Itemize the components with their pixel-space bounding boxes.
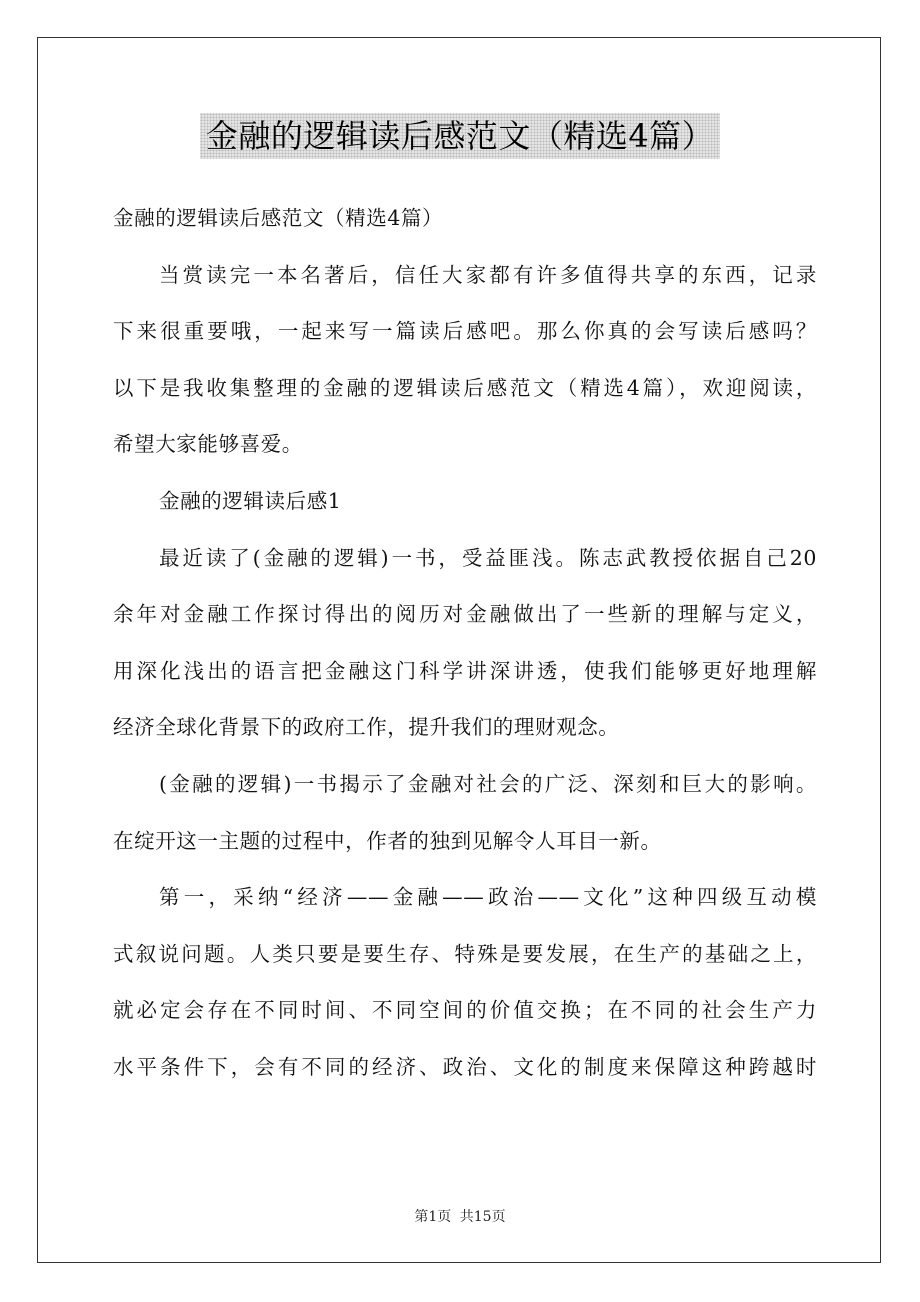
paragraph-line: 式叙说问题。人类只要是要生存、特殊是要发展，在生产的基础之上， (113, 941, 817, 966)
paragraph-line: (金融的逻辑)一书揭示了金融对社会的广泛、深刻和巨大的影响。 (159, 771, 817, 796)
subtitle-line: 金融的逻辑读后感范文（精选4篇） (113, 206, 444, 230)
paragraph-line: 就必定会存在不同时间、不同空间的价值交换；在不同的社会生产力 (113, 998, 817, 1023)
paragraph-line: 下来很重要哦，一起来写一篇读后感吧。那么你真的会写读后感吗？ (113, 319, 817, 344)
section-heading: 金融的逻辑读后感1 (159, 488, 342, 513)
document-body (113, 190, 817, 1096)
page-number: 第1页 (414, 1209, 452, 1225)
paragraph-line: 在绽开这一主题的过程中，作者的独到见解令人耳目一新。 (113, 828, 662, 853)
paragraph-line: 当赏读完一本名著后，信任大家都有许多值得共享的东西，记录 (159, 262, 817, 287)
paragraph-line: 以下是我收集整理的金融的逻辑读后感范文（精选4篇），欢迎阅读， (113, 375, 817, 400)
page-total: 共15页 (459, 1209, 506, 1225)
page-footer (0, 1206, 920, 1226)
paragraph-line: 用深化浅出的语言把金融这门科学讲深讲透，使我们能够更好地理解 (113, 658, 817, 683)
paragraph-line: 第一，采纳“经济——金融——政治——文化”这种四级互动模 (159, 885, 817, 910)
document-title: 金融的逻辑读后感范文（精选4篇） (200, 113, 720, 159)
paragraph-line: 余年对金融工作探讨得出的阅历对金融做出了一些新的理解与定义， (113, 602, 817, 627)
title-container (0, 113, 920, 159)
paragraph-line: 最近读了(金融的逻辑)一书，受益匪浅。陈志武教授依据自己20 (159, 545, 817, 570)
paragraph-line: 水平条件下，会有不同的经济、政治、文化的制度来保障这种跨越时 (113, 1054, 817, 1079)
paragraph-line: 经济全球化背景下的政府工作，提升我们的理财观念。 (113, 715, 620, 740)
paragraph-line: 希望大家能够喜爱。 (113, 432, 303, 457)
